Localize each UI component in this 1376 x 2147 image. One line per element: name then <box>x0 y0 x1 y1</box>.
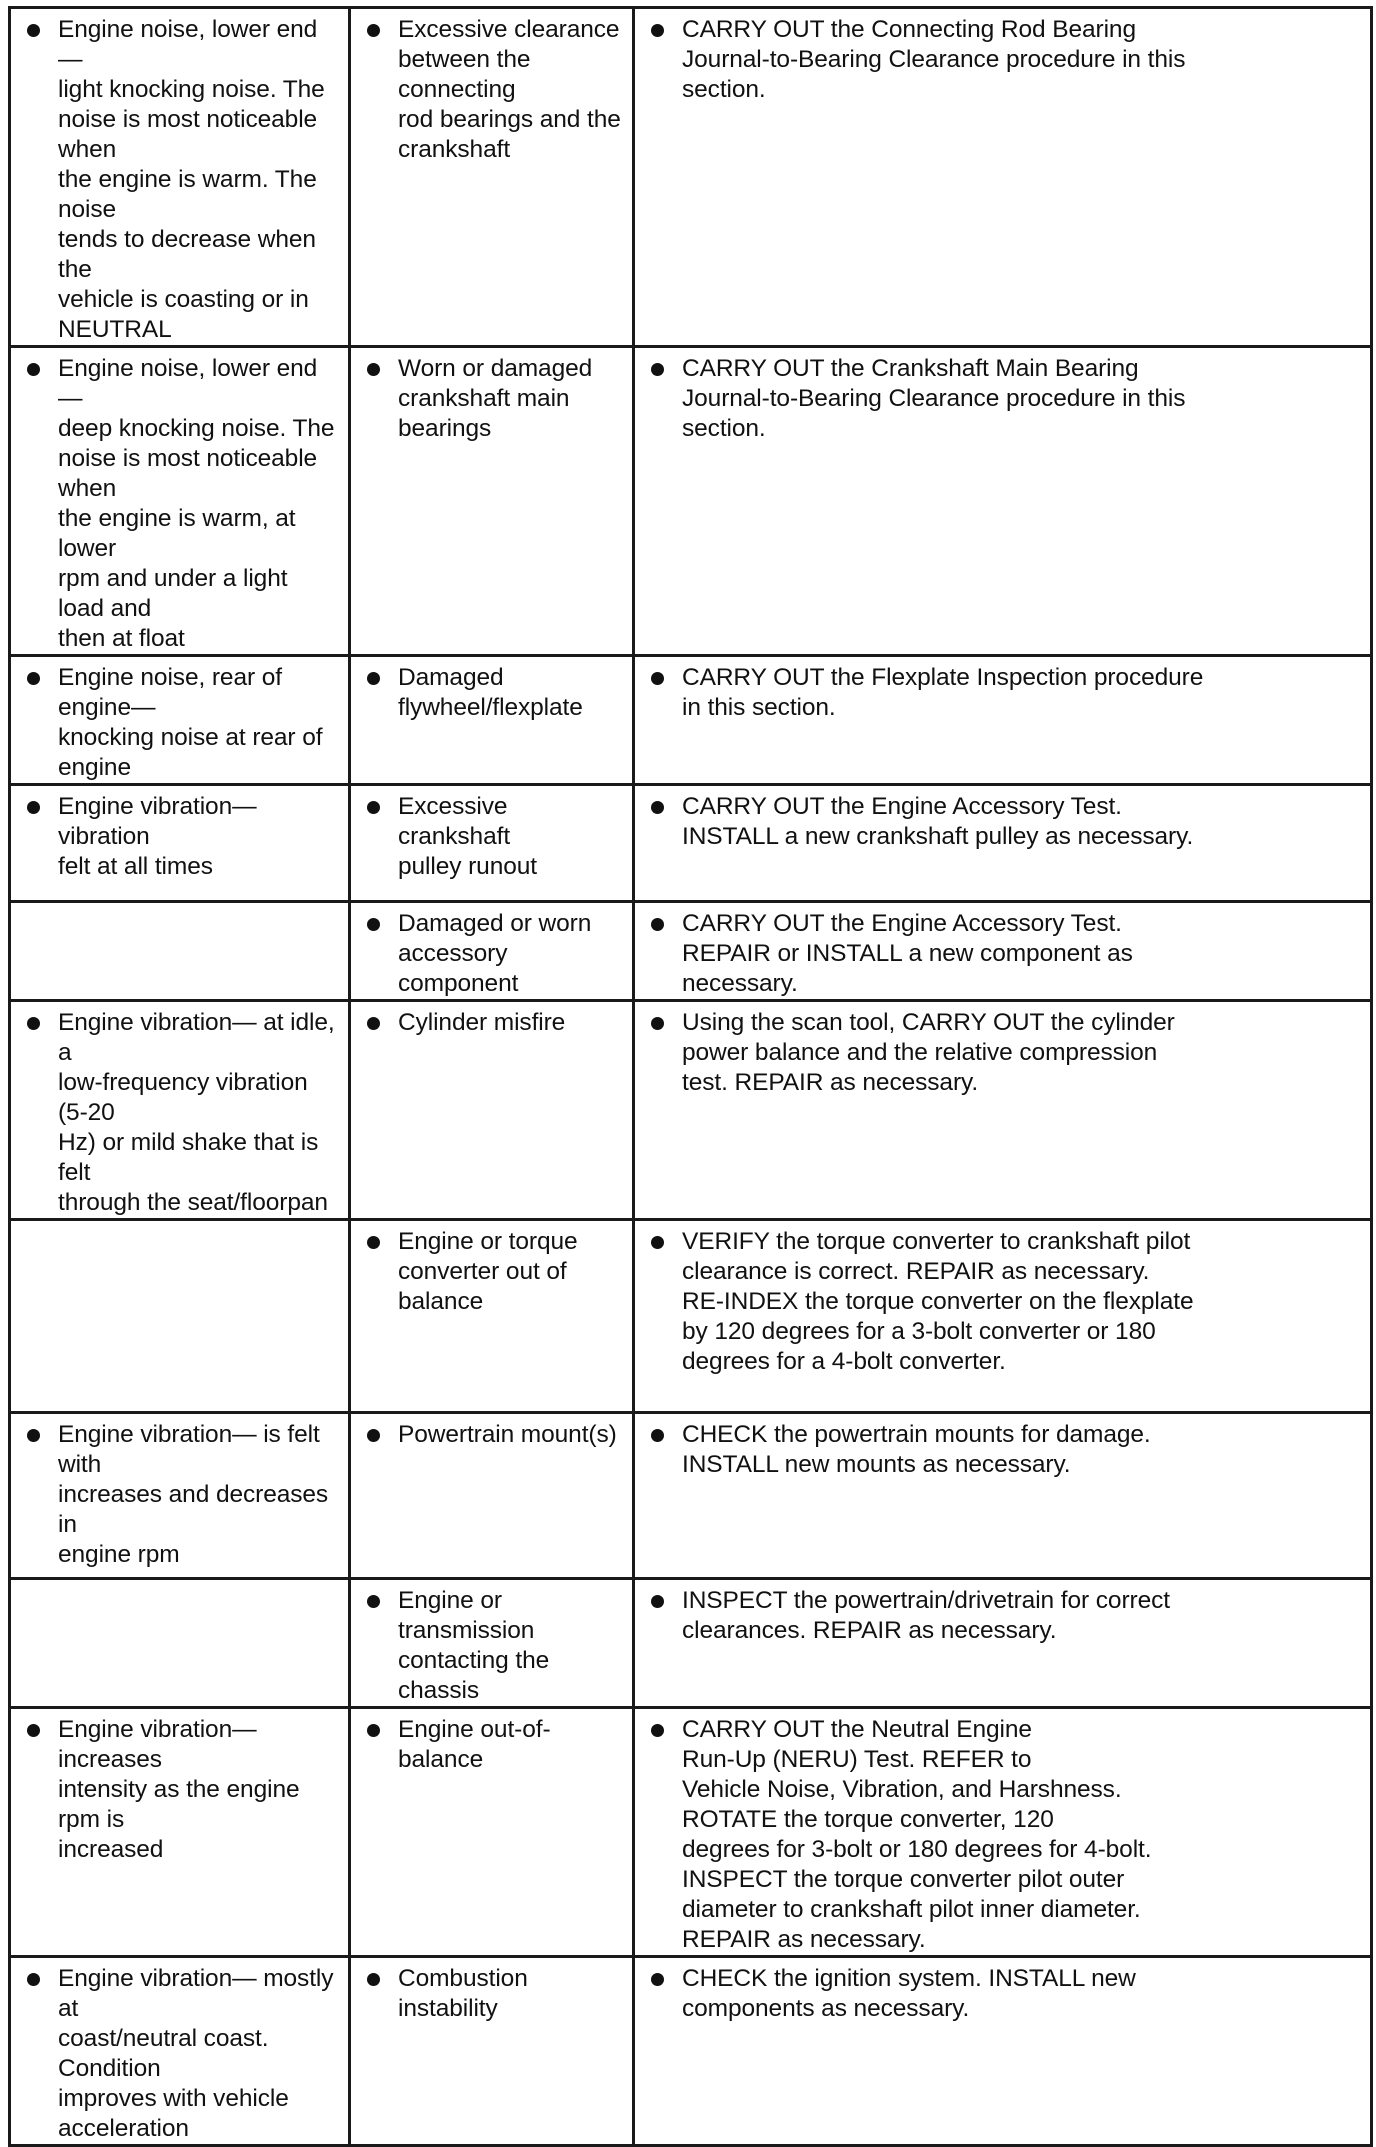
condition-text: Engine vibration— mostly at coast/neutral coast. Condition improves with vehicle acceleration <box>58 1965 334 2142</box>
bullet-icon <box>367 1595 380 1608</box>
cause-cell <box>350 8 634 347</box>
action-text: CARRY OUT the Neutral Engine Run-Up (NERU) Test. REFER to Vehicle Noise, Vibration, and Harshness. ROTATE the torque converter, 120 degrees for 3-bolt or 180 degrees for 4-bolt. INSPECT the torque converter pilot outer diameter to crankshaft pilot inner diameter. REPAIR as necessary. <box>682 1716 1152 1953</box>
cause-text: Cylinder misfire <box>398 1009 566 1036</box>
bullet-icon <box>27 363 40 376</box>
condition-text: Engine vibration— is felt with increases and decreases in engine rpm <box>58 1421 329 1568</box>
table-row <box>10 1413 1372 1579</box>
cause-cell <box>350 656 634 785</box>
condition-cell-empty <box>10 1579 350 1708</box>
condition-text: Engine vibration— at idle, a low-frequency vibration (5-20 Hz) or mild shake that is felt through the seat/floorpan <box>58 1009 335 1216</box>
bullet-icon <box>651 1429 664 1442</box>
cause-text: Damaged flywheel/flexplate <box>398 664 583 721</box>
cause-text: Powertrain mount(s) <box>398 1421 617 1448</box>
action-text: Using the scan tool, CARRY OUT the cylinder power balance and the relative compression test. REPAIR as necessary. <box>682 1009 1175 1096</box>
bullet-icon <box>651 1017 664 1030</box>
bullet-icon <box>651 1973 664 1986</box>
table-body <box>10 8 1372 2146</box>
bullet-icon <box>367 1429 380 1442</box>
action-cell <box>634 1708 1372 1957</box>
bullet-icon <box>651 1595 664 1608</box>
bullet-icon <box>651 363 664 376</box>
action-text: VERIFY the torque converter to crankshaft pilot clearance is correct. REPAIR as necessary. RE-INDEX the torque converter on the flexplate by 120 degrees for a 3-bolt converter or 180 degrees for a 4-bolt converter. <box>682 1228 1194 1375</box>
bullet-icon <box>27 1724 40 1737</box>
table-row <box>10 1957 1372 2146</box>
action-cell <box>634 902 1372 1001</box>
bullet-icon <box>651 672 664 685</box>
cause-text: Engine out-of-balance <box>398 1716 551 1773</box>
action-text: CHECK the ignition system. INSTALL new components as necessary. <box>682 1965 1136 2022</box>
bullet-icon <box>367 672 380 685</box>
table-row <box>10 1708 1372 1957</box>
cause-text: Excessive crankshaft pulley runout <box>398 793 537 880</box>
condition-text: Engine noise, lower end— deep knocking noise. The noise is most noticeable when the engine is warm, at lower rpm and under a light load and then at float <box>58 355 335 652</box>
action-cell <box>634 785 1372 902</box>
bullet-icon <box>367 801 380 814</box>
table-row <box>10 902 1372 1001</box>
condition-text: Engine noise, lower end— light knocking noise. The noise is most noticeable when the engine is warm. The noise tends to decrease when the vehicle is coasting or in NEUTRAL <box>58 16 325 343</box>
action-text: CHECK the powertrain mounts for damage. INSTALL new mounts as necessary. <box>682 1421 1151 1478</box>
condition-cell <box>10 8 350 347</box>
bullet-icon <box>367 24 380 37</box>
action-cell <box>634 1220 1372 1413</box>
condition-text: Engine noise, rear of engine— knocking noise at rear of engine <box>58 664 323 781</box>
bullet-icon <box>367 1724 380 1737</box>
action-text: CARRY OUT the Engine Accessory Test. REPAIR or INSTALL a new component as necessary. <box>682 910 1133 997</box>
bullet-icon <box>367 1973 380 1986</box>
cause-cell <box>350 1957 634 2146</box>
action-cell <box>634 8 1372 347</box>
cause-cell <box>350 902 634 1001</box>
bullet-icon <box>27 1017 40 1030</box>
cause-text: Excessive clearance between the connecting rod bearings and the crankshaft <box>398 16 621 163</box>
condition-cell-empty <box>10 1220 350 1413</box>
action-cell <box>634 1413 1372 1579</box>
condition-text: Engine vibration— increases intensity as the engine rpm is increased <box>58 1716 300 1863</box>
action-cell <box>634 1957 1372 2146</box>
condition-text: Engine vibration— vibration felt at all times <box>58 793 257 880</box>
bullet-icon <box>367 1236 380 1249</box>
table-row <box>10 1220 1372 1413</box>
action-cell <box>634 656 1372 785</box>
cause-cell <box>350 1708 634 1957</box>
bullet-icon <box>367 1017 380 1030</box>
condition-cell <box>10 785 350 902</box>
action-cell <box>634 347 1372 656</box>
bullet-icon <box>27 801 40 814</box>
action-text: CARRY OUT the Connecting Rod Bearing Journal-to-Bearing Clearance procedure in this section. <box>682 16 1186 103</box>
action-text: CARRY OUT the Flexplate Inspection procedure in this section. <box>682 664 1204 721</box>
bullet-icon <box>651 1236 664 1249</box>
cause-cell <box>350 1220 634 1413</box>
cause-cell <box>350 785 634 902</box>
action-cell <box>634 1579 1372 1708</box>
condition-cell <box>10 1001 350 1220</box>
cause-text: Damaged or worn accessory component <box>398 910 592 997</box>
condition-cell-empty <box>10 902 350 1001</box>
cause-text: Worn or damaged crankshaft main bearings <box>398 355 593 442</box>
cause-text: Combustion instability <box>398 1965 528 2022</box>
cause-cell <box>350 1579 634 1708</box>
cause-cell <box>350 347 634 656</box>
cause-text: Engine or transmission contacting the chassis <box>398 1587 550 1704</box>
condition-cell <box>10 656 350 785</box>
table-row <box>10 656 1372 785</box>
diagnosis-table-container <box>8 6 1370 2142</box>
bullet-icon <box>27 672 40 685</box>
bullet-icon <box>367 918 380 931</box>
condition-cell <box>10 1708 350 1957</box>
action-cell <box>634 1001 1372 1220</box>
condition-cell <box>10 1413 350 1579</box>
table-row <box>10 1579 1372 1708</box>
table-row <box>10 785 1372 902</box>
table-row <box>10 1001 1372 1220</box>
bullet-icon <box>27 24 40 37</box>
bullet-icon <box>367 363 380 376</box>
action-text: CARRY OUT the Crankshaft Main Bearing Journal-to-Bearing Clearance procedure in this section. <box>682 355 1186 442</box>
bullet-icon <box>27 1973 40 1986</box>
cause-cell <box>350 1413 634 1579</box>
cause-text: Engine or torque converter out of balance <box>398 1228 578 1315</box>
bullet-icon <box>651 918 664 931</box>
action-text: INSPECT the powertrain/drivetrain for correct clearances. REPAIR as necessary. <box>682 1587 1170 1644</box>
bullet-icon <box>651 24 664 37</box>
bullet-icon <box>651 801 664 814</box>
bullet-icon <box>27 1429 40 1442</box>
action-text: CARRY OUT the Engine Accessory Test. INSTALL a new crankshaft pulley as necessary. <box>682 793 1194 850</box>
condition-cell <box>10 1957 350 2146</box>
table-row <box>10 347 1372 656</box>
condition-cell <box>10 347 350 656</box>
symptom-chart-table <box>8 6 1373 2147</box>
cause-cell <box>350 1001 634 1220</box>
bullet-icon <box>651 1724 664 1737</box>
table-row <box>10 8 1372 347</box>
